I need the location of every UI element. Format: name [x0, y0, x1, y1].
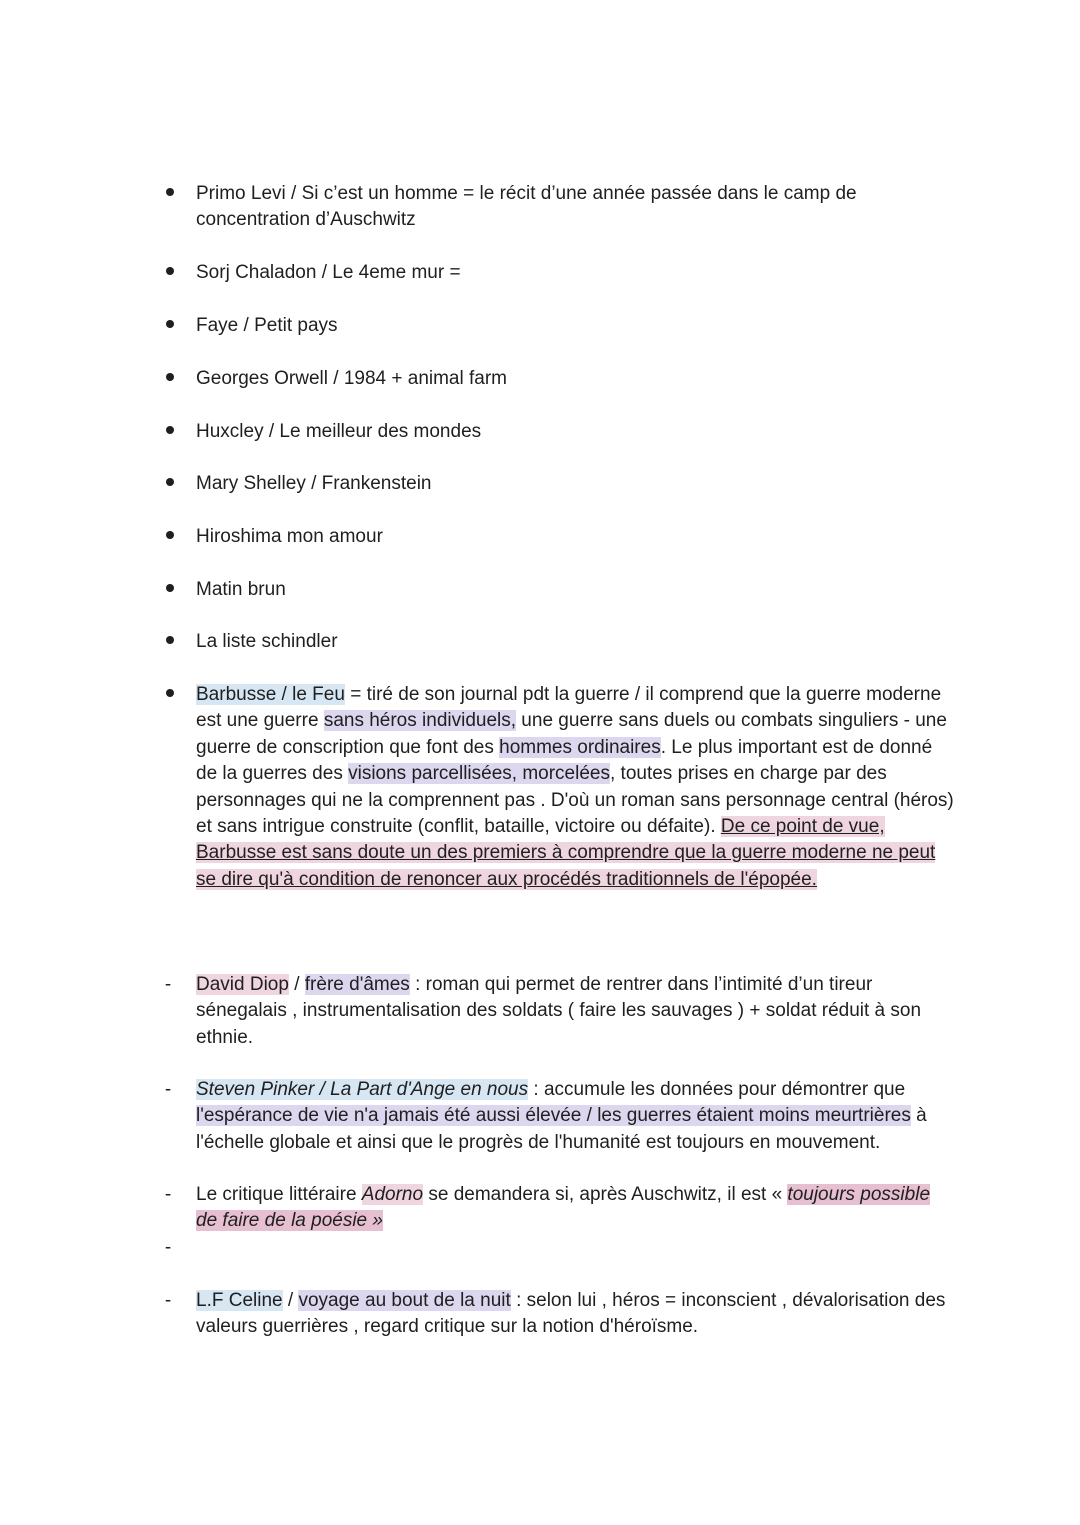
highlight-phrase: l'espérance de vie n'a jamais été aussi élevée / les guerres étaient moins meurtrières [196, 1105, 911, 1127]
list-item-text [196, 260, 956, 286]
highlight-title: voyage au bout de la nuit [298, 1290, 511, 1311]
text-run: : selon lui , héros = inconscient , dévalorisation des valeurs guerrières , regard critique sur la notion d'héroïsme. [196, 1290, 946, 1338]
text-run: Faye / Petit pays [196, 315, 338, 336]
text-run: une guerre sans duels ou combats singuliers - une guerre de conscription que font des [196, 710, 947, 758]
highlight-author-title: Barbusse / le Feu [196, 684, 345, 705]
list-item-text [196, 972, 956, 1051]
list-item-text [196, 1182, 956, 1235]
highlight-author: L.F Celine [196, 1290, 283, 1311]
text-run: , toutes prises en charge par des personnages qui ne la comprennent pas . D'où un roman sans personnage central (héros) et sans intrigue construite (conflit, bataille, victoire ou défaite). [196, 763, 954, 838]
list-item-text [196, 419, 956, 445]
bullet-marker [160, 181, 180, 207]
text-run: / [282, 1290, 299, 1311]
highlight-author: Adorno [361, 1184, 424, 1205]
list-item-text [196, 366, 956, 392]
bullet-marker [160, 419, 180, 445]
text-run: Mary Shelley / Frankenstein [196, 473, 432, 494]
list-item-text [196, 181, 956, 234]
list-item-text [196, 1288, 956, 1341]
bullet-marker [160, 471, 180, 497]
bullet-marker [160, 260, 180, 286]
text-run: Primo Levi / Si c’est un homme = le récit d’une année passée dans le camp de concentration d’Auschwitz [196, 183, 857, 231]
bullet-marker [160, 313, 180, 339]
dash-marker: - [164, 1079, 172, 1100]
highlight-phrase: visions parcellisées, morcelées [348, 763, 610, 785]
list-item-text [196, 1077, 956, 1156]
text-run: : roman qui permet de rentrer dans l’intimité d’un tireur sénegalais , instrumentalisation des soldats ( faire les sauvages ) + soldat réduit à son ethnie. [196, 974, 922, 1048]
text-run: / [288, 974, 305, 995]
text-run: Sorj Chaladon / Le 4eme mur = [196, 262, 461, 283]
text-run: : accumule les données pour démontrer que [528, 1079, 906, 1100]
list-item-text [196, 629, 956, 655]
list-item-text [196, 682, 956, 893]
dash-marker: - [164, 1237, 172, 1258]
highlight-quote: toujours possible de faire de la poésie » [196, 1184, 931, 1232]
bullet-marker [160, 366, 180, 392]
dash-marker: - [164, 974, 172, 995]
dash-marker: - [164, 1184, 172, 1205]
text-run: Hiroshima mon amour [196, 526, 383, 547]
text-run: Georges Orwell / 1984 + animal farm [196, 368, 507, 389]
bullet-marker [160, 577, 180, 603]
dash-marker: - [164, 1290, 172, 1311]
list-item-text [196, 471, 956, 497]
bullet-marker [160, 524, 180, 550]
highlight-phrase: sans héros individuels, [323, 710, 517, 732]
text-run: Le critique littéraire [196, 1184, 362, 1205]
text-run: à l'échelle globale et ainsi que le progrès de l'humanité est toujours en mouvement. [196, 1105, 927, 1153]
list-item-text [196, 313, 956, 339]
text-run: Matin brun [196, 579, 286, 600]
text-run: . Le plus important est de donné de la guerres des [196, 736, 933, 785]
text-run: se demandera si, après Auschwitz, il est « [423, 1184, 788, 1205]
list-item-text [196, 524, 956, 550]
highlight-conclusion: De ce point de vue, Barbusse est sans doute un des premiers à comprendre que la guerre moderne ne peut se dire qu'à condition de renoncer aux procédés traditionnels de l'épopée. [196, 816, 936, 890]
highlight-author-title: Steven Pinker / La Part d'Ange en nous [196, 1079, 529, 1100]
list-item-text [196, 577, 956, 603]
text-run: = tiré de son journal pdt la guerre / il comprend que la guerre moderne est une guerre [196, 684, 942, 732]
highlight-phrase: hommes ordinaires [499, 736, 661, 758]
bullet-marker [160, 682, 180, 708]
bullet-marker [160, 629, 180, 655]
text-run: Huxcley / Le meilleur des mondes [196, 421, 482, 442]
highlight-author: David Diop [196, 974, 289, 995]
text-run: La liste schindler [196, 631, 338, 652]
highlight-title: frère d'âmes [304, 974, 410, 995]
